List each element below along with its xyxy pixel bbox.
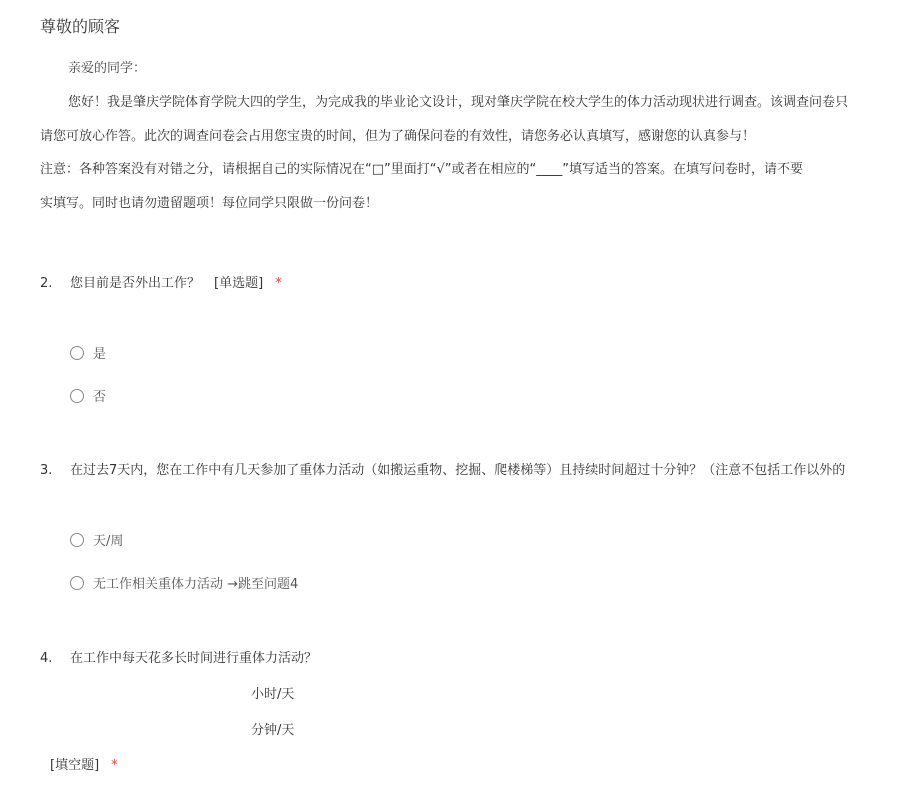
option-q2-no[interactable] <box>70 386 106 405</box>
question-number: 4. <box>40 651 53 666</box>
question-text: 在工作中每天花多长时间进行重体力活动？ <box>70 651 318 666</box>
radio-icon[interactable] <box>70 346 84 360</box>
radio-icon[interactable] <box>70 576 84 590</box>
intro-greeting: 亲爱的同学： <box>68 61 147 76</box>
question-2 <box>40 272 282 291</box>
option-label: 天/周 <box>93 534 124 549</box>
question-4-type <box>50 754 118 773</box>
minutes-per-day-label: 分钟/天 <box>251 723 295 738</box>
question-number: 2. <box>40 276 53 291</box>
question-text: 在过去7天内，您在工作中有几天参加了重体力活动（如搬运重物、挖掘、爬楼梯等）且持续时间超过十分钟？（注意不包括工作以外的 <box>70 463 846 478</box>
option-q3-none[interactable] <box>70 573 298 592</box>
option-q2-yes[interactable] <box>70 343 106 362</box>
hours-per-day-label: 小时/天 <box>251 687 295 702</box>
question-4 <box>40 647 317 666</box>
option-q3-days-per-week[interactable] <box>70 530 123 549</box>
intro-paragraph-2: 请您可放心作答。此次的调查问卷会占用您宝贵的时间，但为了确保问卷的有效性，请您务必认真填写，感谢您的认真参与！ <box>40 129 756 144</box>
question-type: [单选题] <box>214 276 264 291</box>
question-number: 3. <box>40 463 53 478</box>
question-text: 您目前是否外出工作？ <box>70 276 201 291</box>
question-type: [填空题] <box>50 758 100 773</box>
intro-notice-1: 注意：各种答案没有对错之分，请根据自己的实际情况在“□”里面打“√”或者在相应的“____”填写适当的答案。在填写问卷时，请不要 <box>40 162 803 177</box>
required-mark: * <box>111 758 118 773</box>
option-label: 无工作相关重体力活动 →跳至问题4 <box>93 577 299 592</box>
option-label: 是 <box>93 347 107 362</box>
hours-per-day-input[interactable] <box>70 680 250 704</box>
radio-icon[interactable] <box>70 389 84 403</box>
question-3 <box>40 459 845 478</box>
minutes-per-day-input[interactable] <box>70 716 250 740</box>
required-mark: * <box>275 276 282 291</box>
option-label: 否 <box>93 390 107 405</box>
radio-icon[interactable] <box>70 533 84 547</box>
intro-paragraph-1: 您好！我是肇庆学院体育学院大四的学生，为完成我的毕业论文设计，现对肇庆学院在校大学生的体力活动现状进行调查。该调查问卷只 <box>68 95 849 110</box>
page-title: 尊敬的顾客 <box>40 17 121 36</box>
intro-notice-2: 实填写。同时也请勿遗留题项！每位同学只限做一份问卷！ <box>40 196 379 211</box>
